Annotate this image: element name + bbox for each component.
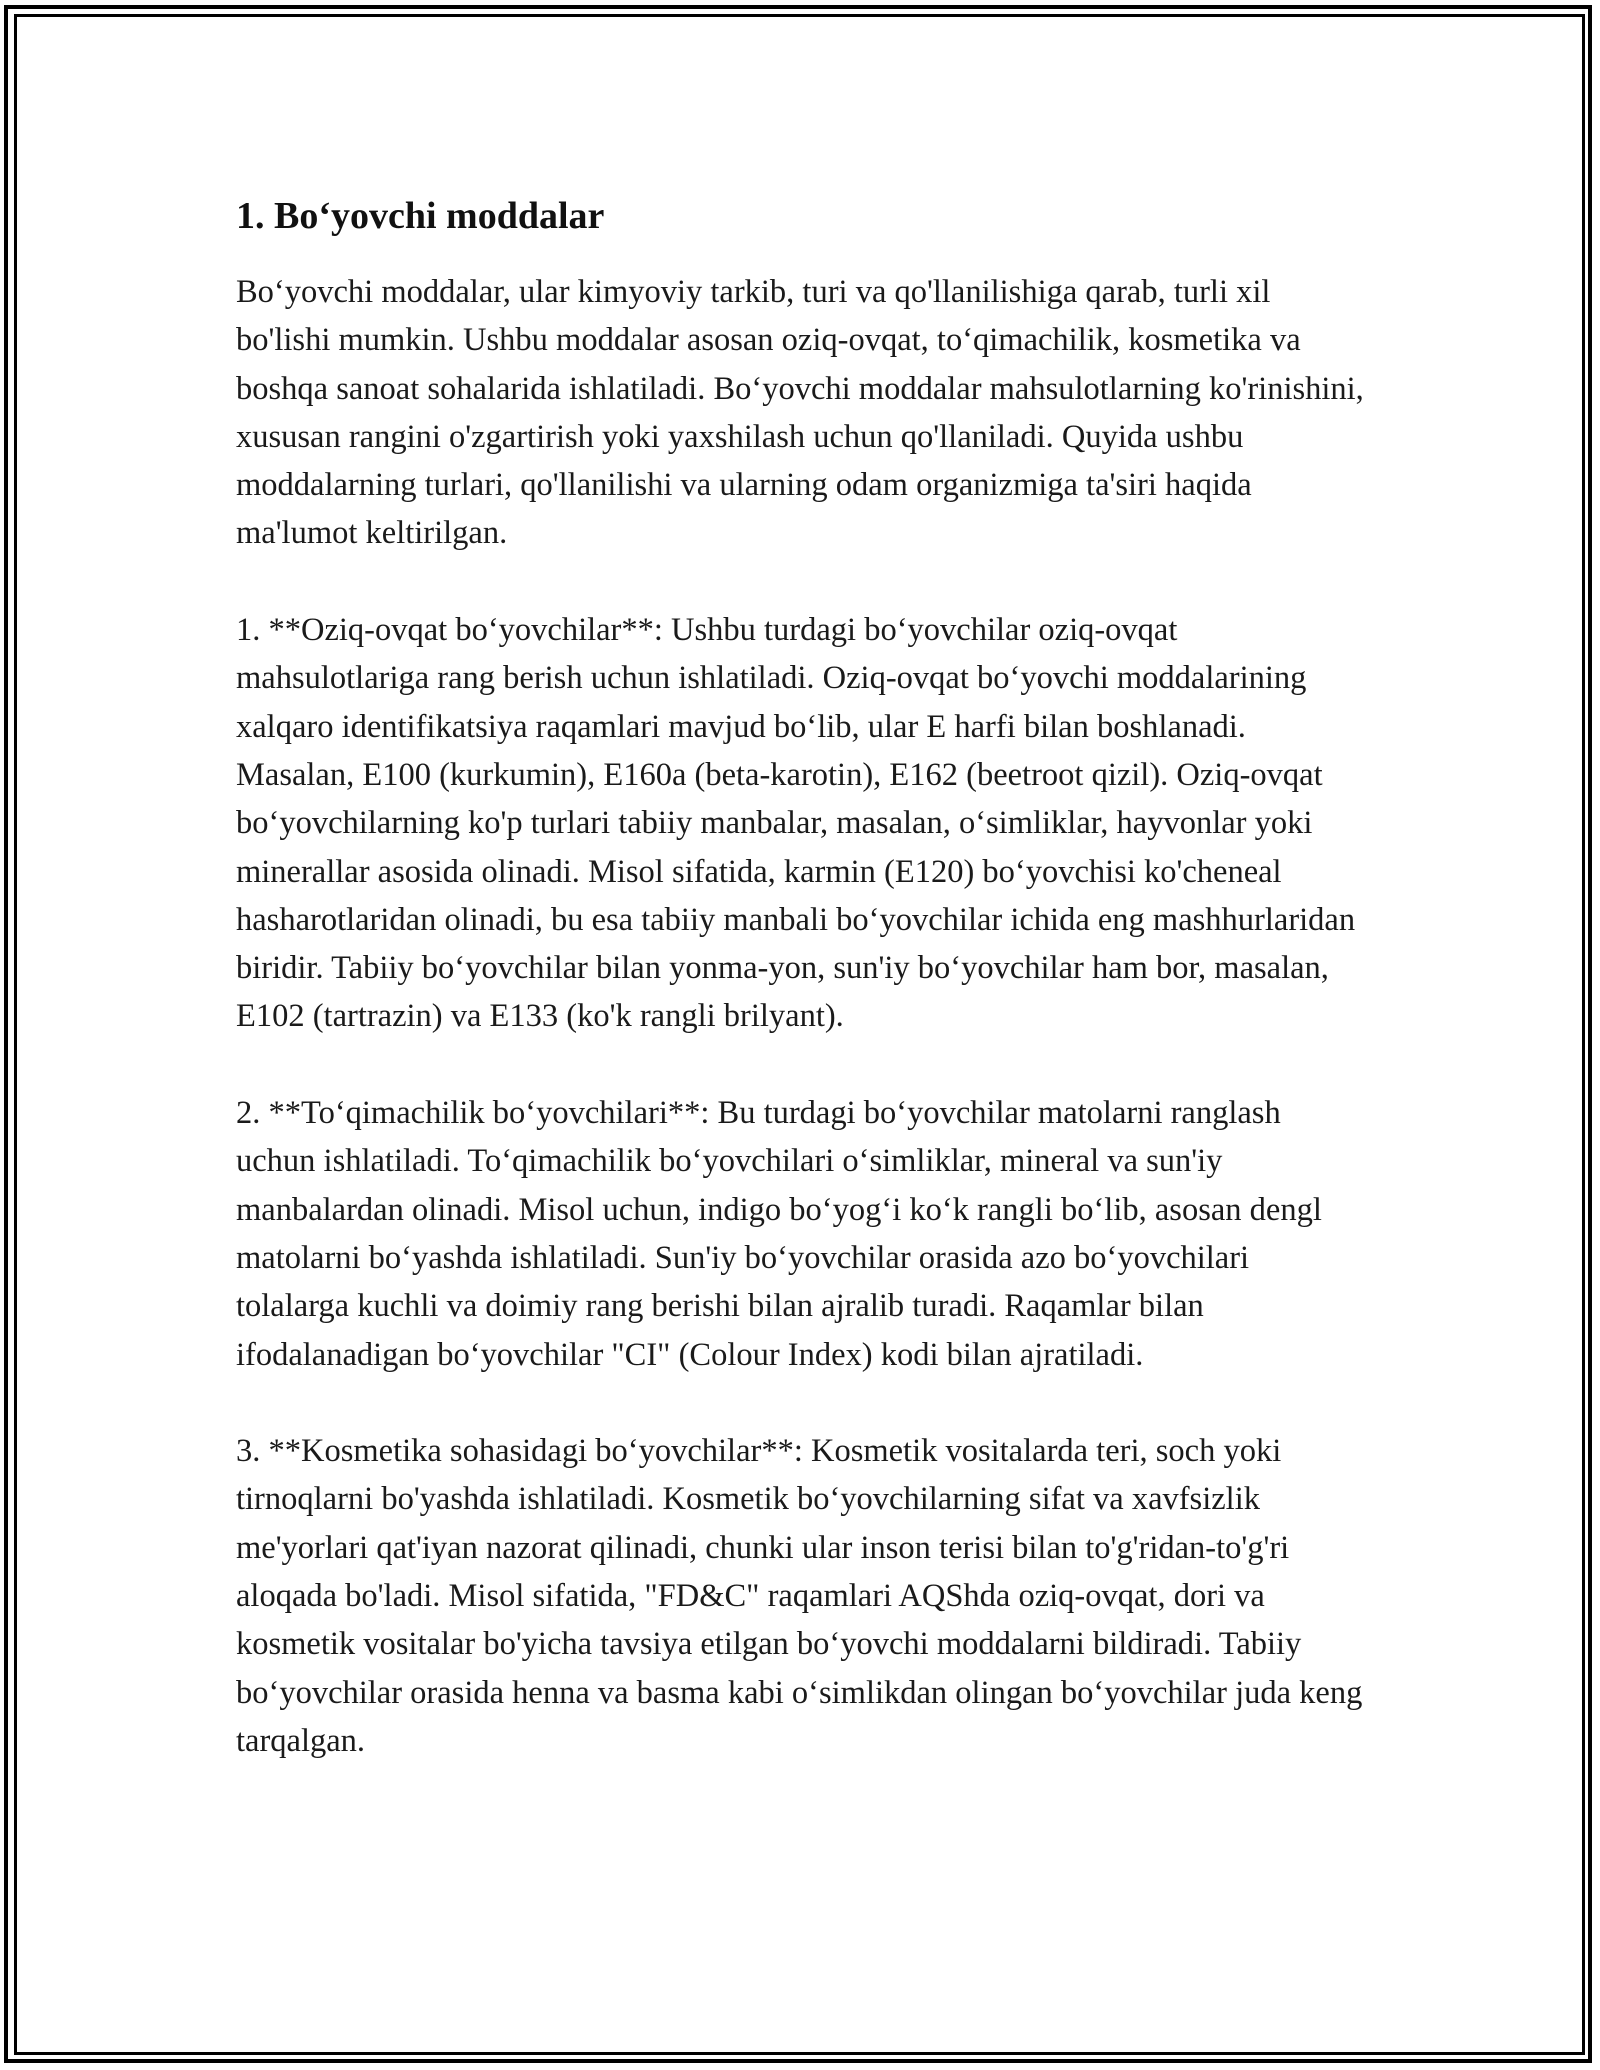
food-dyes-paragraph: 1. **Oziq-ovqat bo‘yovchilar**: Ushbu turdagi bo‘yovchilar oziq-ovqat mahsulotlariga rang berish uchun ishlatiladi. Oziq-ovqat bo‘yovchi moddalarining xalqaro identifikatsiya raqamlari mavjud bo‘lib, ular E harfi bilan boshlanadi. Masalan, E100 (kurkumin), E160a (beta-karotin), E162 (beetroot qizil). Oziq-ovqat bo‘yovchilarning ko'p turlari tabiiy manbalar, masalan, o‘simliklar, hayvonlar yoki minerallar asosida olinadi. Misol sifatida, karmin (E120) bo‘yovchisi ko'cheneal hasharotlaridan olinadi, bu esa tabiiy manbali bo‘yovchilar ichida eng mashhurlaridan biridir. Tabiiy bo‘yovchilar bilan yonma-yon, sun'iy bo‘yovchilar ham bor, masalan, E102 (tartrazin) va E133 (ko'k rangli brilyant).: [236, 612, 1356, 1035]
section-heading: 1. Bo‘yovchi moddalar: [236, 195, 605, 237]
document-body: [236, 188, 1366, 1814]
cosmetic-dyes-paragraph: 3. **Kosmetika sohasidagi bo‘yovchilar**: Kosmetik vositalarda teri, soch yoki tirnoqlarni bo'yashda ishlatiladi. Kosmetik bo‘yovchilarning sifat va xavfsizlik me'yorlari qat'iyan nazorat qilinadi, chunki ular inson terisi bilan to'g'ridan-to'g'ri aloqada bo'ladi. Misol sifatida, "FD&C" raqamlari AQShda oziq-ovqat, dori va kosmetik vositalar bo'yicha tavsiya etilgan bo‘yovchi moddalarni bildiradi. Tabiiy bo‘yovchilar orasida henna va basma kabi o‘simlikdan olingan bo‘yovchilar juda keng tarqalgan.: [236, 1433, 1363, 1759]
textile-dyes-paragraph: 2. **To‘qimachilik bo‘yovchilari**: Bu turdagi bo‘yovchilar matolarni ranglash uchun ishlatiladi. To‘qimachilik bo‘yovchilari o‘simliklar, mineral va sun'iy manbalardan olinadi. Misol uchun, indigo bo‘yog‘i ko‘k rangli bo‘lib, asosan dengl matolarni bo‘yashda ishlatiladi. Sun'iy bo‘yovchilar orasida azo bo‘yovchilari tolalarga kuchli va doimiy rang berishi bilan ajralib turadi. Raqamlar bilan ifodalanadigan bo‘yovchilar "CI" (Colour Index) kodi bilan ajratiladi.: [236, 1095, 1322, 1373]
intro-paragraph: Bo‘yovchi moddalar, ular kimyoviy tarkib, turi va qo'llanilishiga qarab, turli xil bo'lishi mumkin. Ushbu moddalar asosan oziq-ovqat, to‘qimachilik, kosmetika va boshqa sanoat sohalarida ishlatiladi. Bo‘yovchi moddalar mahsulotlarning ko'rinishini, xususan rangini o'zgartirish yoki yaxshilash uchun qo'llaniladi. Quyida ushbu moddalarning turlari, qo'llanilishi va ularning odam organizmiga ta'siri haqida ma'lumot keltirilgan.: [236, 274, 1364, 552]
